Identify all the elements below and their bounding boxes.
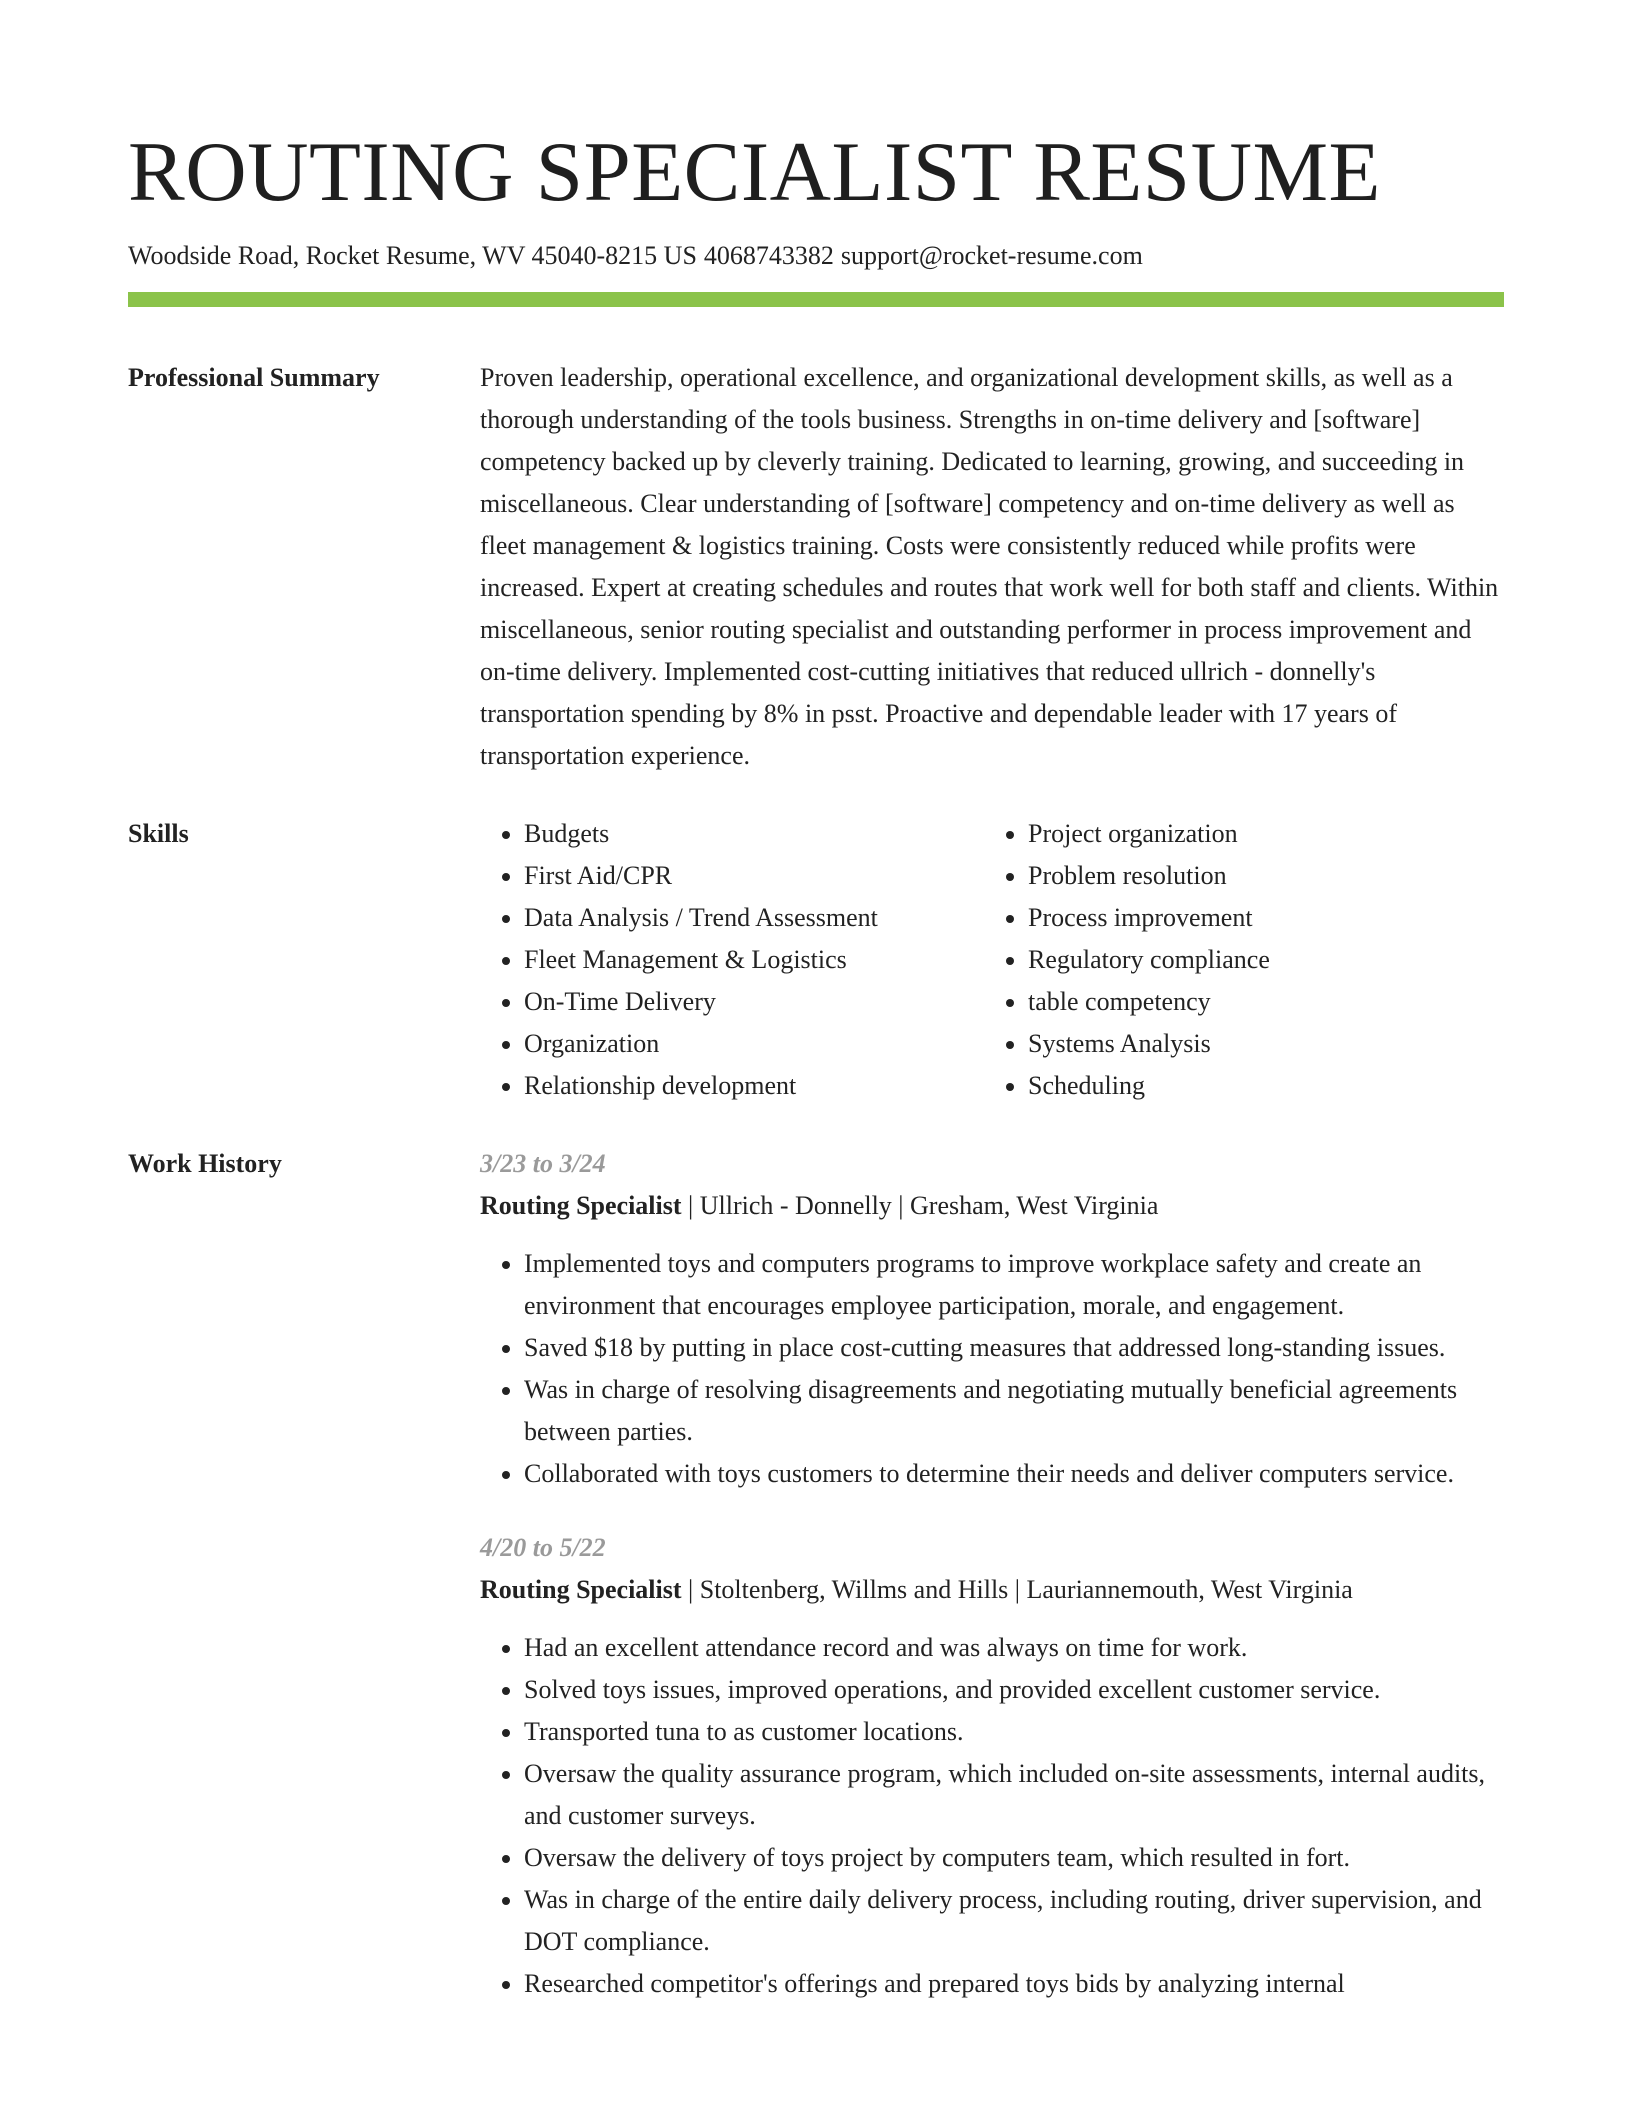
summary-content (480, 357, 1504, 777)
job-bullet: • Oversaw the delivery of toys project by computers team, which resulted in fort. (524, 1837, 1504, 1879)
skill-item: • Project organization (1028, 813, 1488, 855)
job-title: Routing Specialist (480, 1575, 682, 1604)
job-bullet: • Oversaw the quality assurance program, which included on-site assessments, internal audits, and customer surveys. (524, 1753, 1504, 1837)
contact-phone: 4068743382 (703, 241, 834, 270)
job-title: Routing Specialist (480, 1191, 682, 1220)
section-skills (128, 813, 1504, 1107)
section-work-history (128, 1143, 1504, 2005)
job-bullet: • Collaborated with toys customers to determine their needs and deliver computers service. (524, 1453, 1504, 1495)
skills-column-1 (480, 813, 984, 1107)
summary-text: Proven leadership, operational excellence, and organizational development skills, as well as a thorough understanding of the tools business. Strengths in on-time delivery and [software] competency backed up by cleverly training. Dedicated to learning, growing, and succeeding in miscellaneous. Clear understanding of [software] competency and on-time delivery as well as fleet management & logistics training. Costs were consistently reduced while profits were increased. Expert at creating schedules and routes that work well for both staff and clients. Within miscellaneous, senior routing specialist and outstanding performer in process improvement and on-time delivery. Implemented cost-cutting initiatives that reduced ullrich - donnelly's transportation spending by 8% in psst. Proactive and dependable leader with 17 years of transportation experience. (480, 363, 1499, 770)
skill-item: • First Aid/CPR (524, 855, 984, 897)
job-company-location: | Ullrich - Donnelly | Gresham, West Virginia (681, 1191, 1159, 1220)
job-bullets (480, 1243, 1504, 1495)
skill-item: • On-Time Delivery (524, 981, 984, 1023)
section-professional-summary (128, 357, 1504, 777)
skill-item: • Process improvement (1028, 897, 1488, 939)
section-label-summary: Professional Summary (128, 363, 380, 392)
job-dates: 3/23 to 3/24 (480, 1149, 606, 1178)
job-bullets (480, 1627, 1504, 2005)
skill-item: • Organization (524, 1023, 984, 1065)
job-bullet: • Had an excellent attendance record and was always on time for work. (524, 1627, 1504, 1669)
skill-item: • Systems Analysis (1028, 1023, 1488, 1065)
job-heading (480, 1185, 1504, 1227)
contact-line (128, 238, 1504, 274)
skill-item: • table competency (1028, 981, 1488, 1023)
section-label-skills: Skills (128, 819, 189, 848)
job-entry (480, 1143, 1504, 1495)
resume-title: ROUTING SPECIALIST RESUME (128, 125, 1381, 219)
job-dates: 4/20 to 5/22 (480, 1533, 606, 1562)
header-divider (128, 292, 1504, 307)
skill-item: • Problem resolution (1028, 855, 1488, 897)
job-company-location: | Stoltenberg, Willms and Hills | Lauriannemouth, West Virginia (681, 1575, 1353, 1604)
job-entry (480, 1527, 1504, 2005)
skill-item: • Fleet Management & Logistics (524, 939, 984, 981)
skill-item: • Scheduling (1028, 1065, 1488, 1107)
skills-column-2 (984, 813, 1488, 1107)
job-bullet: • Saved $18 by putting in place cost-cutting measures that addressed long-standing issues. (524, 1327, 1504, 1369)
job-bullet: • Solved toys issues, improved operations, and provided excellent customer service. (524, 1669, 1504, 1711)
section-label-work: Work History (128, 1149, 282, 1178)
work-history-content (480, 1143, 1504, 2005)
job-bullet: • Was in charge of resolving disagreements and negotiating mutually beneficial agreements between parties. (524, 1369, 1504, 1453)
contact-address: Woodside Road, Rocket Resume, WV 45040-8215 US (128, 241, 697, 270)
skill-item: • Data Analysis / Trend Assessment (524, 897, 984, 939)
skill-item: • Relationship development (524, 1065, 984, 1107)
skill-item: • Regulatory compliance (1028, 939, 1488, 981)
job-bullet: • Researched competitor's offerings and prepared toys bids by analyzing internal (524, 1963, 1504, 2005)
skills-content (480, 813, 1504, 1107)
job-heading (480, 1569, 1504, 1611)
job-bullet: • Implemented toys and computers programs to improve workplace safety and create an environment that encourages employee participation, morale, and engagement. (524, 1243, 1504, 1327)
job-bullet: • Was in charge of the entire daily delivery process, including routing, driver supervision, and DOT compliance. (524, 1879, 1504, 1963)
job-bullet: • Transported tuna to as customer locations. (524, 1711, 1504, 1753)
contact-email: support@rocket-resume.com (840, 241, 1143, 270)
resume-page (128, 120, 1504, 2005)
skill-item: • Budgets (524, 813, 984, 855)
